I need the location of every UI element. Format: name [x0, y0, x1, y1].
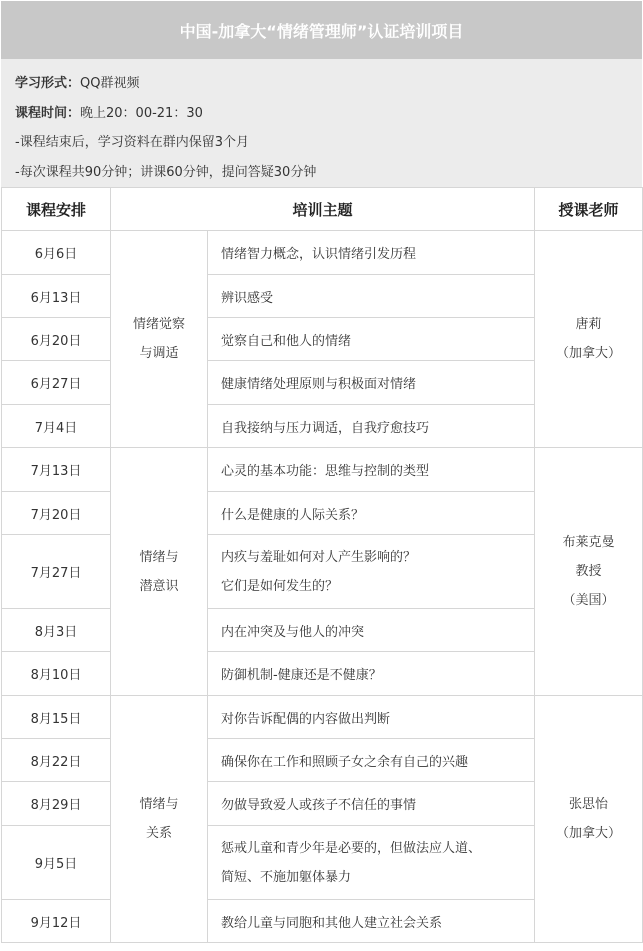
header-schedule: 课程安排	[2, 188, 111, 231]
table-row	[2, 448, 643, 492]
topic-line: 简短、不施加躯体暴力	[221, 869, 352, 885]
topic-cell: 教给儿童与同胞和其他人建立社会关系	[208, 900, 535, 943]
module-name-line: 情绪与	[139, 549, 179, 565]
topic-line: 惩戒儿童和青少年是必要的，但做法应人道、	[221, 840, 482, 856]
topic-cell: 确保你在工作和照顾子女之余有自己的兴趣	[208, 739, 535, 782]
topic-cell: 情绪智力概念，认识情绪引发历程	[208, 231, 535, 275]
date-cell: 9月5日	[2, 826, 111, 900]
module-name-line: 潜意识	[139, 578, 179, 594]
teacher-name: 唐莉	[575, 317, 602, 332]
time-value: 晚上20：00-21：30	[80, 105, 203, 121]
topic-cell: 心灵的基本功能：思维与控制的类型	[208, 448, 535, 492]
topic-cell: 自我接纳与压力调适，自我疗愈技巧	[208, 405, 535, 448]
date-cell: 9月12日	[2, 900, 111, 943]
date-cell: 8月29日	[2, 782, 111, 826]
course-info	[1, 59, 642, 187]
table-row	[2, 231, 643, 275]
topic-cell	[208, 826, 535, 900]
schedule-document	[1, 1, 642, 949]
topic-line: 它们是如何发生的？	[221, 578, 339, 594]
teacher-cell	[535, 231, 643, 448]
note-duration: -每次课程共90分钟；讲课60分钟，提问答疑30分钟	[15, 164, 317, 180]
topic-cell: 勿做导致爱人或孩子不信任的事情	[208, 782, 535, 826]
topic-cell	[208, 535, 535, 609]
teacher-cell	[535, 448, 643, 696]
date-cell: 6月13日	[2, 275, 111, 318]
date-cell: 6月27日	[2, 361, 111, 405]
date-cell: 7月13日	[2, 448, 111, 492]
document-title: 中国-加拿大“情绪管理师”认证培训项目	[1, 1, 642, 59]
teacher-country: （加拿大）	[556, 346, 622, 361]
topic-cell: 内在冲突及与他人的冲突	[208, 609, 535, 652]
teacher-country: （美国）	[562, 593, 615, 608]
format-label: 学习形式：	[15, 76, 81, 91]
module-cell	[111, 448, 208, 696]
module-name-line: 情绪觉察	[132, 317, 185, 332]
topic-cell: 觉察自己和他人的情绪	[208, 318, 535, 361]
time-label: 课程时间：	[15, 105, 81, 121]
format-line	[15, 69, 628, 99]
module-name-line: 与调适	[139, 346, 179, 361]
teacher-cell	[535, 696, 643, 943]
module-cell	[111, 231, 208, 448]
date-cell: 8月10日	[2, 652, 111, 696]
teacher-name: 布莱克曼	[562, 535, 615, 550]
date-cell: 8月15日	[2, 696, 111, 739]
topic-cell: 防御机制-健康还是不健康？	[208, 652, 535, 696]
date-cell: 6月20日	[2, 318, 111, 361]
module-name-line: 关系	[145, 826, 172, 841]
schedule-table	[1, 187, 643, 943]
format-value: QQ群视频	[80, 76, 140, 91]
topic-cell: 对你告诉配偶的内容做出判断	[208, 696, 535, 739]
topic-cell: 什么是健康的人际关系？	[208, 492, 535, 535]
topic-cell: 辨识感受	[208, 275, 535, 318]
teacher-country: （加拿大）	[556, 826, 622, 841]
teacher-name: 张思怡	[569, 797, 609, 812]
date-cell: 7月4日	[2, 405, 111, 448]
date-cell: 8月3日	[2, 609, 111, 652]
time-line	[15, 99, 628, 129]
date-cell: 7月20日	[2, 492, 111, 535]
module-cell	[111, 696, 208, 943]
module-name-line: 情绪与	[139, 797, 179, 812]
date-cell: 6月6日	[2, 231, 111, 275]
teacher-title: 教授	[575, 564, 602, 579]
date-cell: 8月22日	[2, 739, 111, 782]
header-topic: 培训主题	[111, 188, 535, 231]
topic-cell: 健康情绪处理原则与积极面对情绪	[208, 361, 535, 405]
table-row	[2, 696, 643, 739]
header-teacher: 授课老师	[535, 188, 643, 231]
topic-line: 内疚与羞耻如何对人产生影响的？	[221, 549, 417, 565]
date-cell: 7月27日	[2, 535, 111, 609]
note-materials: -课程结束后，学习资料在群内保留3个月	[15, 135, 249, 150]
table-header-row	[2, 188, 643, 231]
